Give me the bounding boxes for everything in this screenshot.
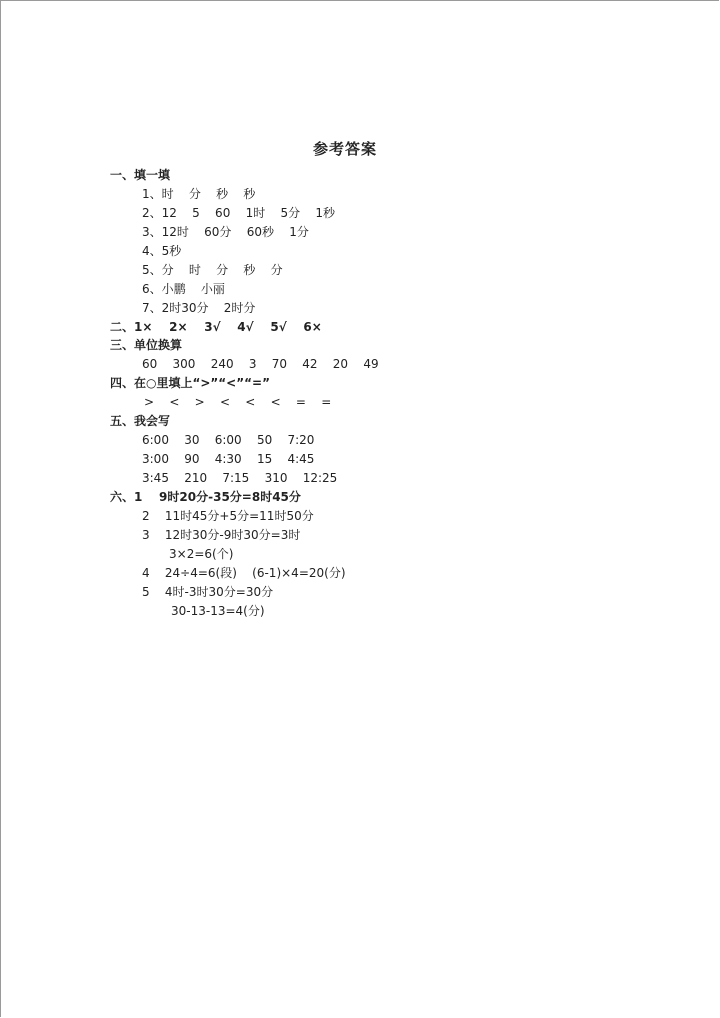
answer-line: 5、分 时 分 秒 分	[142, 263, 283, 277]
answer-line: 1、时 分 秒 秒	[142, 187, 256, 201]
section-4-heading: 四、在○里填上“>”“<”“=”	[110, 376, 270, 390]
answer-line: 60 300 240 3 70 42 20 49	[142, 357, 379, 371]
answer-line: 4 24÷4=6(段) (6-1)×4=20(分)	[142, 566, 346, 580]
answer-line: 2、12 5 60 1时 5分 1秒	[142, 206, 336, 220]
section-3-heading: 三、单位换算	[110, 338, 183, 352]
section-1-heading: 一、填一填	[110, 168, 171, 182]
answer-line: 3 12时30分-9时30分=3时	[142, 528, 301, 542]
answer-line: 3×2=6(个)	[169, 547, 234, 561]
answer-line: 2 11时45分+5分=11时50分	[142, 509, 314, 523]
answer-line: 5 4时-3时30分=30分	[142, 585, 274, 599]
answer-line: 3:45 210 7:15 310 12:25	[142, 471, 338, 485]
answer-line: 30-13-13=4(分)	[171, 604, 265, 618]
answer-line: 3:00 90 4:30 15 4:45	[142, 452, 315, 466]
answer-line: 3、12时 60分 60秒 1分	[142, 225, 309, 239]
section-2-heading: 二、1× 2× 3√ 4√ 5√ 6×	[110, 320, 322, 334]
answer-line: 4、5秒	[142, 244, 182, 258]
answer-line: > < > < < < = =	[144, 395, 332, 409]
section-6-heading: 六、1 9时20分-35分=8时45分	[110, 490, 301, 504]
section-5-heading: 五、我会写	[110, 414, 171, 428]
answer-line: 6:00 30 6:00 50 7:20	[142, 433, 315, 447]
answer-line: 7、2时30分 2时分	[142, 301, 256, 315]
page-title: 参考答案	[312, 140, 377, 158]
answer-line: 6、小鹏 小丽	[142, 282, 225, 296]
